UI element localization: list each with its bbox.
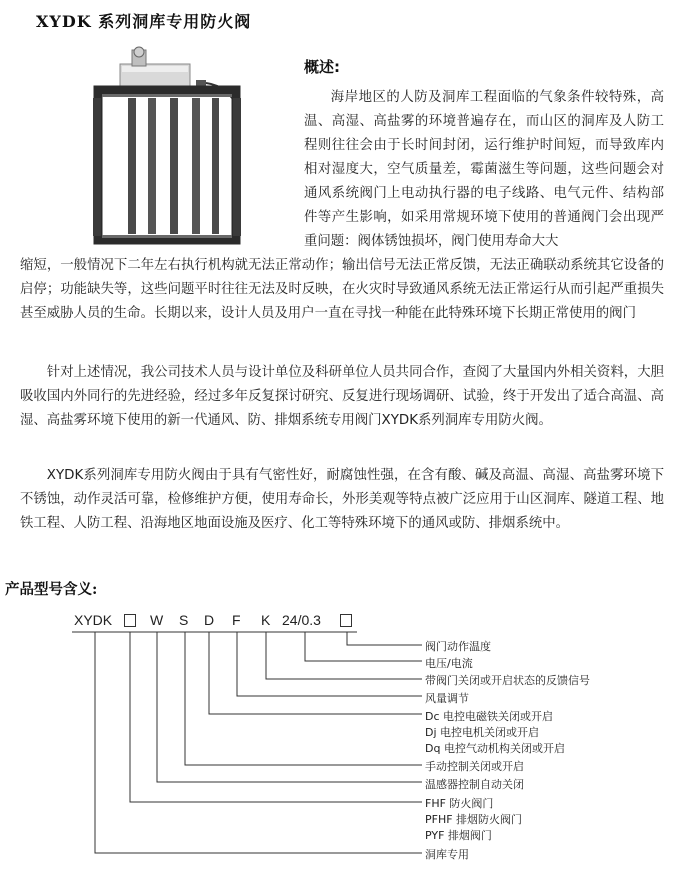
model-code-s: S (179, 612, 189, 628)
label-pfhf: PFHF 排烟防火阀门 (425, 813, 523, 826)
model-code-temperature: 24/0.3 (282, 612, 321, 628)
overview-paragraph-3: XYDK系列洞库专用防火阀由于具有气密性好，耐腐蚀性强，在含有酸、碱及高温、高湿、高盐雾环境下不锈蚀，动作灵活可靠，检修维护方便，使用寿命长，外形美观等特点被广泛应用于山区洞库、隧道工程、地铁工程、人防工程、沿海地区地面设施及医疗、化工等特殊环境下的通风或防、排烟系统中。 (20, 468, 664, 531)
overview-paragraph-2: 针对上述情况，我公司技术人员与设计单位及科研单位人员共同合作，查阅了大量国内外相关资料，大胆吸收国内外同行的先进经验，经过多年反复探讨研究、反复进行现场调研、试验，终于开发出了适合高温、高湿、高盐雾环境下使用的新一代通风、防、排烟系统专用阀门XYDK系列洞库专用防火阀。 (20, 365, 664, 428)
label-voltage-current: 电压/电流 (425, 657, 473, 670)
model-code-k: K (261, 612, 271, 628)
label-air-volume: 风量调节 (425, 692, 469, 705)
label-manual: 手动控制关闭或开启 (425, 760, 524, 773)
label-feedback-signal: 带阀门关闭或开启状态的反馈信号 (425, 674, 590, 687)
overview-paragraph-1-continued: 缩短，一般情况下二年左右执行机构就无法正常动作；输出信号无法正常反馈，无法正确联动系统其它设备的启停；功能缺失等，这些问题平时往往无法及时反映，在火灾时导致通风系统无法正常运行从而引起严重损失甚至威胁人员的生命。长期以来，设计人员及用户一直在寻找一种能在此特殊环境下长期正常使用的阀门 (20, 258, 664, 321)
label-fhf: FHF 防火阀门 (425, 797, 494, 810)
overview-paragraph-1: 海岸地区的人防及洞库工程面临的气象条件较特殊，高温、高湿、高盐雾的环境普遍存在，而山区的洞库及人防工程则往往会由于长时间封闭，运行维护时间短，而导致库内相对湿度大，空气质量差，霉菌滋生等问题，这些问题会对通风系统阀门上电动执行器的电子线路、电气元件、结构部件等产生影响，如采用常规环境下使用的普通阀门会出现严重问题：阀体锈蚀损坏，阀门使用寿命大大 (304, 90, 664, 249)
label-dq: Dq 电控气动机构关闭或开启 (425, 742, 565, 755)
label-action-temperature: 阀门动作温度 (425, 640, 491, 653)
model-code-w: W (150, 612, 164, 628)
model-code-prefix: XYDK (74, 612, 113, 628)
model-meaning-title: 产品型号含义: (5, 581, 98, 598)
model-code-f: F (232, 612, 241, 628)
label-pyf: PYF 排烟阀门 (425, 829, 492, 842)
model-code-d: D (204, 612, 215, 628)
label-tunnel: 洞库专用 (425, 848, 469, 861)
page-title: XYDK 系列洞库专用防火阀 (36, 12, 252, 31)
label-dj: Dj 电控电机关闭或开启 (425, 726, 540, 739)
overview-heading: 概述: (304, 58, 340, 76)
label-dc: Dc 电控电磁铁关闭或开启 (425, 710, 554, 723)
label-thermal-sensor: 温感器控制自动关闭 (425, 778, 524, 791)
